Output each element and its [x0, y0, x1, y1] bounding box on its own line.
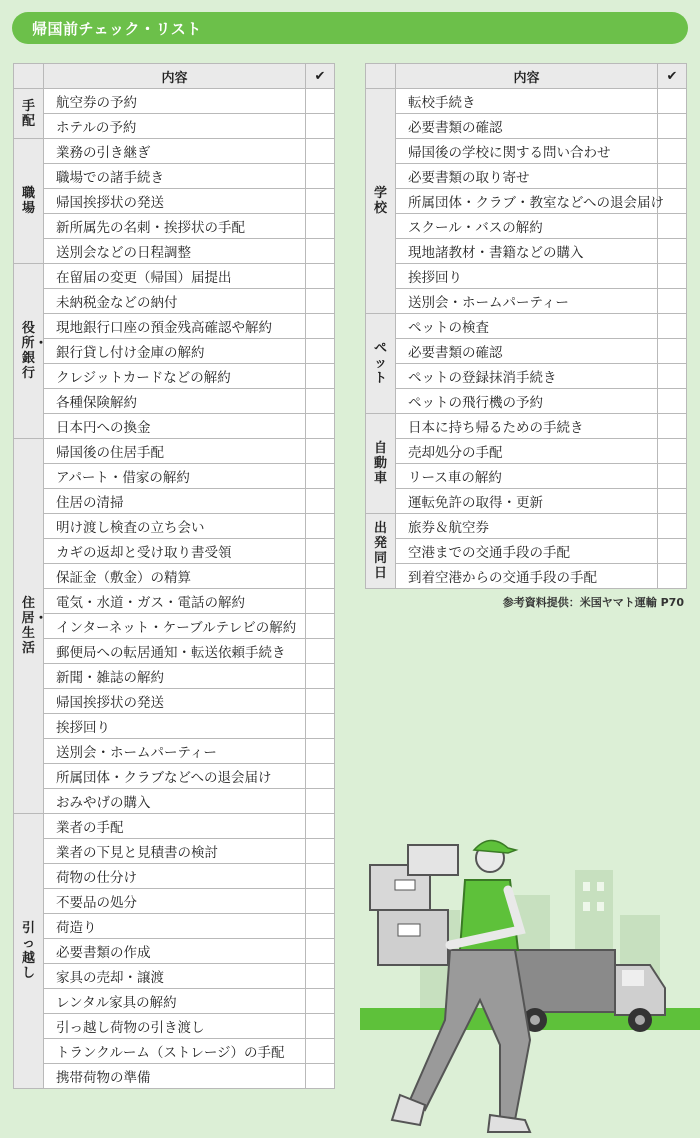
checklist-item: 航空券の予約 [44, 89, 306, 114]
check-box[interactable] [306, 539, 335, 564]
check-box[interactable] [306, 989, 335, 1014]
table-row [14, 1064, 335, 1089]
check-box[interactable] [658, 89, 687, 114]
check-box[interactable] [658, 239, 687, 264]
category-cell [366, 314, 396, 414]
table-row [14, 89, 335, 114]
table-row [366, 514, 687, 539]
checklist-item: 転校手続き [396, 89, 658, 114]
category-label: 引っ越し [21, 921, 35, 981]
table-row [14, 889, 335, 914]
check-box[interactable] [658, 164, 687, 189]
table-row [366, 89, 687, 114]
table-row [14, 739, 335, 764]
checklist-item: 必要書類の作成 [44, 939, 306, 964]
table-row [14, 489, 335, 514]
table-row [366, 289, 687, 314]
table-row [14, 839, 335, 864]
checklist-item: カギの返却と受け取り書受領 [44, 539, 306, 564]
table-row [366, 464, 687, 489]
table-row [14, 264, 335, 289]
checklist-item: 家具の売却・譲渡 [44, 964, 306, 989]
checklist-item: 各種保険解約 [44, 389, 306, 414]
check-box[interactable] [306, 239, 335, 264]
checklist-item: 電気・水道・ガス・電話の解約 [44, 589, 306, 614]
table-row [14, 939, 335, 964]
check-box[interactable] [658, 464, 687, 489]
checklist-item: 運転免許の取得・更新 [396, 489, 658, 514]
table-row [14, 714, 335, 739]
check-box[interactable] [658, 389, 687, 414]
table-row [14, 1014, 335, 1039]
table-row [14, 689, 335, 714]
checklist-item: 必要書類の取り寄せ [396, 164, 658, 189]
page-title: 帰国前チェック・リスト [12, 12, 688, 44]
checklist-item: 送別会などの日程調整 [44, 239, 306, 264]
checklist-item: 売却処分の手配 [396, 439, 658, 464]
content-header: 内容 [44, 64, 306, 89]
table-row [366, 439, 687, 464]
check-box[interactable] [306, 689, 335, 714]
check-box[interactable] [306, 264, 335, 289]
check-box[interactable] [306, 1039, 335, 1064]
check-box[interactable] [306, 89, 335, 114]
check-box[interactable] [306, 964, 335, 989]
check-box[interactable] [306, 189, 335, 214]
checklist-item: スクール・バスの解約 [396, 214, 658, 239]
table-row [366, 389, 687, 414]
table-row [366, 564, 687, 589]
checklist-item: 送別会・ホームパーティー [44, 739, 306, 764]
table-row [14, 664, 335, 689]
checklist-item: ホテルの予約 [44, 114, 306, 139]
checklist-item: 明け渡し検査の立ち会い [44, 514, 306, 539]
checklist-item: 保証金（敷金）の精算 [44, 564, 306, 589]
checklist-item: 不要品の処分 [44, 889, 306, 914]
checklist-item: 荷物の仕分け [44, 864, 306, 889]
category-label: 自動車 [373, 441, 387, 486]
check-box[interactable] [658, 364, 687, 389]
checklist-item: 引っ越し荷物の引き渡し [44, 1014, 306, 1039]
check-box[interactable] [658, 314, 687, 339]
table-row [366, 214, 687, 239]
check-box[interactable] [306, 664, 335, 689]
table-row [14, 389, 335, 414]
table-row [14, 289, 335, 314]
table-row [14, 789, 335, 814]
category-cell [14, 139, 44, 264]
check-box[interactable] [306, 864, 335, 889]
table-row [14, 639, 335, 664]
checklist-item: 挨拶回り [44, 714, 306, 739]
check-box[interactable] [658, 289, 687, 314]
check-box[interactable] [658, 564, 687, 589]
table-row [14, 439, 335, 464]
checklist-item: 未納税金などの納付 [44, 289, 306, 314]
check-box[interactable] [306, 614, 335, 639]
checklist-item: 現地諸教材・書籍などの購入 [396, 239, 658, 264]
table-row [366, 414, 687, 439]
check-box[interactable] [306, 589, 335, 614]
check-box[interactable] [306, 139, 335, 164]
check-box[interactable] [306, 439, 335, 464]
checklist-item: 必要書類の確認 [396, 339, 658, 364]
table-row [366, 189, 687, 214]
table-row [14, 539, 335, 564]
checklist-item: 職場での諸手続き [44, 164, 306, 189]
checklist-item: リース車の解約 [396, 464, 658, 489]
check-box[interactable] [306, 1014, 335, 1039]
table-row [14, 464, 335, 489]
checklist-item: 帰国挨拶状の発送 [44, 689, 306, 714]
table-row [366, 339, 687, 364]
checklist-item: ペットの飛行機の予約 [396, 389, 658, 414]
checklist-item: トランクルーム（ストレージ）の手配 [44, 1039, 306, 1064]
checklist-item: 在留届の変更（帰国）届提出 [44, 264, 306, 289]
check-box[interactable] [658, 339, 687, 364]
checklist-item: 現地銀行口座の預金残高確認や解約 [44, 314, 306, 339]
checklist-item: 所属団体・クラブなどへの退会届け [44, 764, 306, 789]
table-row [14, 164, 335, 189]
checklist-item: クレジットカードなどの解約 [44, 364, 306, 389]
check-box[interactable] [658, 514, 687, 539]
check-header: ✔ [658, 64, 687, 89]
table-row [14, 139, 335, 164]
table-header [366, 64, 687, 89]
table-row [14, 189, 335, 214]
source-credit: 参考資料提供：米国ヤマト運輸 P70 [502, 596, 684, 609]
check-box[interactable] [306, 789, 335, 814]
checklist-item: 日本円への換金 [44, 414, 306, 439]
category-cell [366, 414, 396, 514]
table-row [14, 864, 335, 889]
check-box[interactable] [658, 414, 687, 439]
category-header [14, 64, 44, 89]
checklist-item: レンタル家具の解約 [44, 989, 306, 1014]
table-row [366, 139, 687, 164]
check-box[interactable] [306, 339, 335, 364]
moving-worker-illustration [340, 820, 700, 1138]
table-row [14, 964, 335, 989]
category-label: ペット [373, 341, 387, 386]
content-header: 内容 [396, 64, 658, 89]
table-row [14, 564, 335, 589]
checklist-item: 送別会・ホームパーティー [396, 289, 658, 314]
checklist-item: 新聞・雑誌の解約 [44, 664, 306, 689]
check-box[interactable] [658, 439, 687, 464]
check-box[interactable] [306, 364, 335, 389]
table-row [366, 539, 687, 564]
table-row [14, 114, 335, 139]
table-row [14, 239, 335, 264]
checklist-item: ペットの検査 [396, 314, 658, 339]
checklist-item: 郵便局への転居通知・転送依頼手続き [44, 639, 306, 664]
check-box[interactable] [306, 1064, 335, 1089]
table-row [366, 489, 687, 514]
checklist-item: 荷造り [44, 914, 306, 939]
checklist-item: 携帯荷物の準備 [44, 1064, 306, 1089]
category-cell [14, 439, 48, 814]
checklist-item: 業者の下見と見積書の検討 [44, 839, 306, 864]
table-row [14, 414, 335, 439]
checklist-table-right [365, 63, 687, 589]
checklist-item: 銀行貸し付け金庫の解約 [44, 339, 306, 364]
checklist-item: アパート・借家の解約 [44, 464, 306, 489]
table-row [366, 239, 687, 264]
table-row [366, 264, 687, 289]
check-box[interactable] [306, 639, 335, 664]
category-label: 役所・銀行 [21, 321, 48, 381]
table-row [14, 589, 335, 614]
check-box[interactable] [306, 714, 335, 739]
check-box[interactable] [306, 514, 335, 539]
checklist-item: ペットの登録抹消手続き [396, 364, 658, 389]
check-box[interactable] [306, 564, 335, 589]
checklist-item: 必要書類の確認 [396, 114, 658, 139]
check-box[interactable] [306, 489, 335, 514]
table-row [14, 339, 335, 364]
check-box[interactable] [306, 839, 335, 864]
category-cell [366, 514, 396, 589]
table-row [14, 614, 335, 639]
check-box[interactable] [306, 164, 335, 189]
check-box[interactable] [306, 314, 335, 339]
table-row [14, 814, 335, 839]
category-label: 職場 [21, 186, 35, 216]
check-box[interactable] [306, 939, 335, 964]
category-cell [14, 814, 44, 1089]
table-row [366, 364, 687, 389]
check-box[interactable] [306, 214, 335, 239]
checklist-item: 挨拶回り [396, 264, 658, 289]
checklist-item: 到着空港からの交通手段の手配 [396, 564, 658, 589]
check-box[interactable] [658, 539, 687, 564]
check-box[interactable] [306, 889, 335, 914]
table-row [366, 314, 687, 339]
checklist-item: 旅券＆航空券 [396, 514, 658, 539]
check-box[interactable] [306, 389, 335, 414]
table-row [366, 114, 687, 139]
check-box[interactable] [306, 114, 335, 139]
table-header [14, 64, 335, 89]
category-header [366, 64, 396, 89]
table-row [14, 514, 335, 539]
checklist-item: インターネット・ケーブルテレビの解約 [44, 614, 306, 639]
checklist-table-left [13, 63, 335, 1089]
checklist-item: 業務の引き継ぎ [44, 139, 306, 164]
checklist-item: 日本に持ち帰るための手続き [396, 414, 658, 439]
check-box[interactable] [306, 414, 335, 439]
table-row [14, 1039, 335, 1064]
table-row [14, 364, 335, 389]
table-row [14, 764, 335, 789]
check-box[interactable] [306, 914, 335, 939]
check-box[interactable] [658, 489, 687, 514]
check-box[interactable] [658, 139, 687, 164]
table-row [14, 989, 335, 1014]
category-label: 出発同日 [373, 521, 387, 581]
table-row [14, 914, 335, 939]
table-row [366, 164, 687, 189]
checklist-item: 帰国挨拶状の発送 [44, 189, 306, 214]
table-row [14, 314, 335, 339]
category-cell [14, 264, 48, 439]
checklist-item: 空港までの交通手段の手配 [396, 539, 658, 564]
checklist-item: 住居の清掃 [44, 489, 306, 514]
category-label: 学校 [373, 186, 387, 216]
check-box[interactable] [306, 814, 335, 839]
checklist-item: 新所属先の名刺・挨拶状の手配 [44, 214, 306, 239]
check-box[interactable] [658, 214, 687, 239]
check-box[interactable] [306, 289, 335, 314]
check-box[interactable] [306, 764, 335, 789]
checklist-item: 帰国後の学校に関する問い合わせ [396, 139, 658, 164]
table-row [14, 214, 335, 239]
category-cell [14, 89, 44, 139]
check-header: ✔ [306, 64, 335, 89]
check-box[interactable] [658, 114, 687, 139]
category-label: 住居・生活 [21, 596, 48, 656]
checklist-item: 所属団体・クラブ・教室などへの退会届け [396, 189, 658, 214]
check-box[interactable] [306, 464, 335, 489]
check-box[interactable] [306, 739, 335, 764]
category-label: 手配 [21, 98, 35, 129]
checklist-item: 業者の手配 [44, 814, 306, 839]
checklist-item: 帰国後の住居手配 [44, 439, 306, 464]
checklist-item: おみやげの購入 [44, 789, 306, 814]
check-box[interactable] [658, 264, 687, 289]
category-cell [366, 89, 396, 314]
